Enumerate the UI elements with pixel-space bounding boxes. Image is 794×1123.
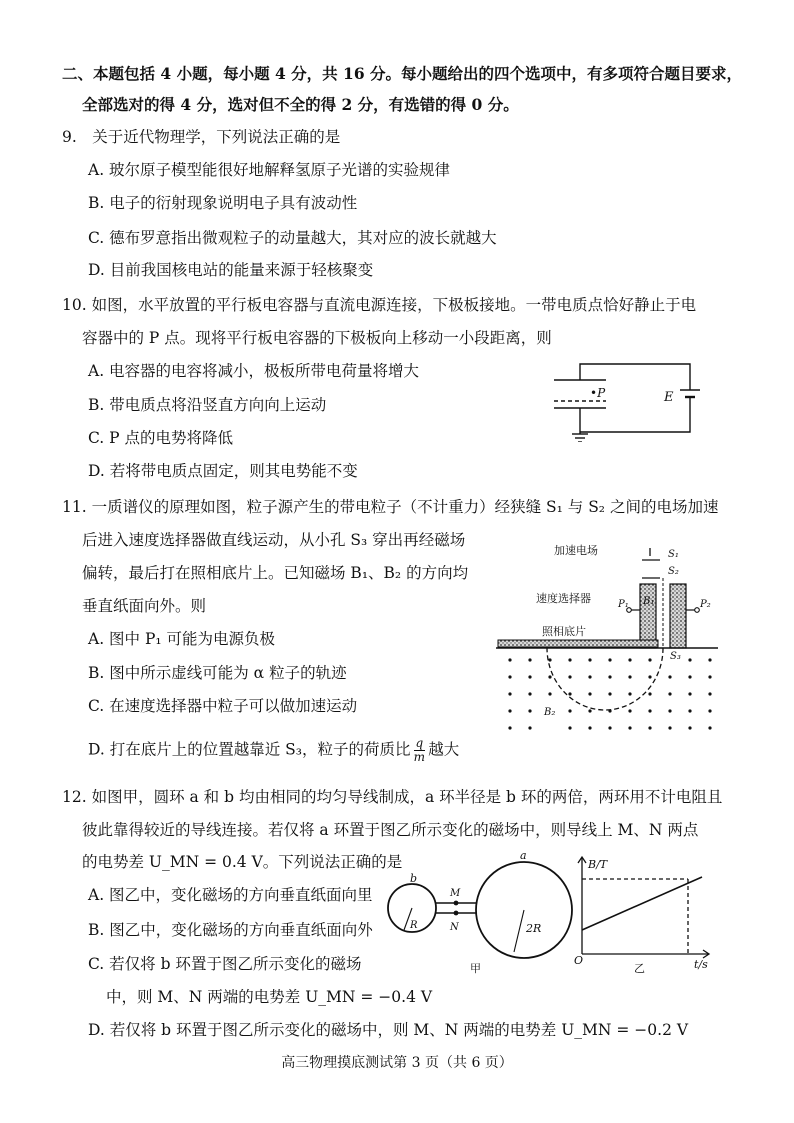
question-11-option-d-text: D. 打在底片上的位置越靠近 S₃，粒子的荷质比 <box>88 740 411 759</box>
slit-s2-label: S₂ <box>668 566 679 577</box>
ring-a-label: a <box>520 849 527 862</box>
question-12-option-c-line2: 中，则 M、N 两端的电势差 U_MN = −0.4 V <box>106 988 433 1006</box>
magnetic-field-dots <box>508 658 711 729</box>
question-12-stem-line1: 12. 如图甲，圆环 a 和 b 均由相同的均匀导线制成，a 环半径是 b 环的两倍，两环用不计电阻且 <box>62 788 723 806</box>
question-12-option-a: A. 图乙中，变化磁场的方向垂直纸面向里 <box>88 886 373 904</box>
point-p-label: •P <box>590 386 606 400</box>
mass-spectrometer-diagram <box>492 540 722 740</box>
question-11-stem-line1: 11. 一质谱仪的原理如图，粒子源产生的带电粒子（不计重力）经狭缝 S₁ 与 S₂ 之间的电场加速 <box>62 498 719 516</box>
question-12-stem-line2: 彼此靠得较近的导线连接。若仅将 a 环置于图乙所示变化的磁场中，则导线上 M、N 两点 <box>82 821 699 839</box>
question-11-option-c: C. 在速度选择器中粒子可以做加速运动 <box>88 697 358 715</box>
figure-jia-caption: 甲 <box>470 962 481 975</box>
question-11-option-b: B. 图中所示虚线可能为 α 粒子的轨迹 <box>88 664 347 682</box>
question-11-stem-line4: 垂直纸面向外。则 <box>82 597 207 615</box>
figure-jia-rings <box>386 848 576 978</box>
radius-r-label: R <box>410 920 418 931</box>
field-b2-label: B₂ <box>544 707 556 718</box>
y-axis-label: B/T <box>588 858 608 871</box>
fraction-numerator: q <box>415 736 424 750</box>
page-footer: 高三物理摸底测试第 3 页（共 6 页） <box>281 1055 513 1071</box>
emf-label: E <box>664 390 674 405</box>
figure-yi-caption: 乙 <box>634 962 645 975</box>
question-11-option-a: A. 图中 P₁ 可能为电源负极 <box>88 630 276 648</box>
question-12-option-c-line1: C. 若仅将 b 环置于图乙所示变化的磁场 <box>88 955 362 973</box>
figure-yi-b-t-graph <box>570 850 718 980</box>
question-9-option-c: C. 德布罗意指出微观粒子的动量越大，其对应的波长就越大 <box>88 229 497 247</box>
point-m-label: M <box>450 888 461 899</box>
film-label: 照相底片 <box>542 625 586 638</box>
question-11-stem-line3: 偏转，最后打在照相底片上。已知磁场 B₁、B₂ 的方向均 <box>82 564 469 582</box>
question-10-option-d: D. 若将带电质点固定，则其电势能不变 <box>88 462 358 480</box>
question-10-stem-line1: 10. 如图，水平放置的平行板电容器与直流电源连接，下极板接地。一带电质点恰好静止于电 <box>62 296 697 314</box>
section-header-line1: 二、本题包括 4 小题，每小题 4 分，共 16 分。每小题给出的四个选项中，有多项符合题目要求， <box>62 64 743 83</box>
accel-field-label: 加速电场 <box>554 544 598 557</box>
question-10-option-a: A. 电容器的电容将减小，极板所带电荷量将增大 <box>88 362 420 380</box>
field-b1-label: B₁ <box>643 596 655 607</box>
plate-p1-label: P₁ <box>618 599 629 610</box>
capacitor-circuit-diagram <box>540 360 720 442</box>
question-11-stem-line2: 后进入速度选择器做直线运动，从小孔 S₃ 穿出再经磁场 <box>82 531 466 549</box>
x-axis-label: t/s <box>694 958 708 971</box>
question-12-option-d: D. 若仅将 b 环置于图乙所示变化的磁场中，则 M、N 两端的电势差 U_MN = −0.2 V <box>88 1021 689 1039</box>
particle-trajectory <box>547 648 663 710</box>
charge-mass-ratio <box>414 737 426 764</box>
question-12-option-b: B. 图乙中，变化磁场的方向垂直纸面向外 <box>88 921 373 939</box>
question-10-option-b: B. 带电质点将沿竖直方向向上运动 <box>88 396 327 414</box>
question-9-option-d: D. 目前我国核电站的能量来源于轻核聚变 <box>88 261 374 279</box>
fraction-denominator: m <box>413 750 426 764</box>
question-9-stem: 9. 关于近代物理学，下列说法正确的是 <box>62 128 341 146</box>
question-12-stem-line3: 的电势差 U_MN = 0.4 V。下列说法正确的是 <box>82 853 403 871</box>
velocity-selector-label: 速度选择器 <box>536 592 591 605</box>
origin-label: O <box>574 954 584 967</box>
slit-s1-label: S₁ <box>668 549 679 560</box>
question-9-option-a: A. 玻尔原子模型能很好地解释氢原子光谱的实验规律 <box>88 161 451 179</box>
question-9-option-b: B. 电子的衍射现象说明电子具有波动性 <box>88 194 358 212</box>
plate-p2-label: P₂ <box>700 599 711 610</box>
question-10-stem-line2: 容器中的 P 点。现将平行板电容器的下极板向上移动一小段距离，则 <box>82 329 552 347</box>
question-10-option-c: C. P 点的电势将降低 <box>88 429 234 447</box>
section-header-line2: 全部选对的得 4 分，选对但不全的得 2 分，有选错的得 0 分。 <box>82 95 519 114</box>
slit-s3-label: S₃ <box>670 651 681 662</box>
question-11-option-d <box>88 737 459 764</box>
question-11-option-d-suffix: 越大 <box>428 740 460 759</box>
radius-2r-label: 2R <box>526 922 542 935</box>
point-n-label: N <box>450 922 459 933</box>
ring-b-label: b <box>410 872 418 885</box>
